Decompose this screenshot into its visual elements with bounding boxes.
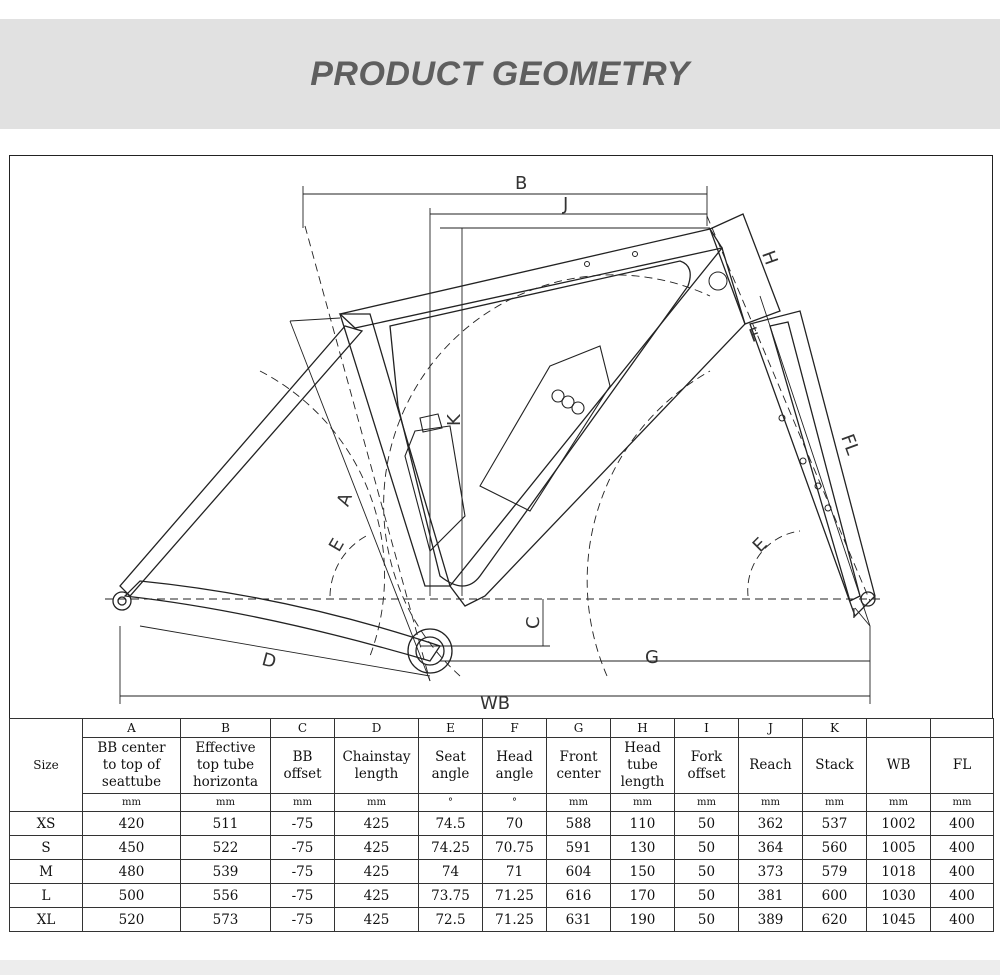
row-value: 450 xyxy=(83,836,181,860)
column-name-line: Seat xyxy=(435,748,466,765)
row-value: 425 xyxy=(335,812,419,836)
page-title: PRODUCT GEOMETRY xyxy=(310,55,690,93)
row-value: 522 xyxy=(181,836,271,860)
column-name-line: center xyxy=(556,765,601,782)
bolts xyxy=(585,252,832,512)
column-unit: mm xyxy=(181,794,271,812)
label-e1: E xyxy=(324,534,349,556)
row-value: 420 xyxy=(83,812,181,836)
column-name xyxy=(611,738,675,794)
column-letter: B xyxy=(181,719,271,738)
row-value: 50 xyxy=(675,836,739,860)
column-letter: J xyxy=(739,719,803,738)
column-name xyxy=(83,738,181,794)
row-size: XL xyxy=(10,908,83,932)
column-unit: ° xyxy=(419,794,483,812)
column-name-line: Stack xyxy=(815,757,854,773)
column-name-line: Front xyxy=(559,748,598,765)
column-unit: mm xyxy=(803,794,867,812)
column-name-line: horizonta xyxy=(192,774,258,790)
column-name-line: seattube xyxy=(101,774,162,790)
column-name-line: BB xyxy=(292,748,313,765)
column-name-line: Head xyxy=(496,748,533,765)
column-letter: K xyxy=(803,719,867,738)
row-value: 591 xyxy=(547,836,611,860)
geometry-diagram xyxy=(9,155,993,719)
column-unit: mm xyxy=(271,794,335,812)
label-g: G xyxy=(645,647,659,668)
row-value: 73.75 xyxy=(419,884,483,908)
row-value: 579 xyxy=(803,860,867,884)
footer-band xyxy=(0,960,1000,975)
row-value: 520 xyxy=(83,908,181,932)
column-letter: H xyxy=(611,719,675,738)
row-value: 50 xyxy=(675,908,739,932)
column-letter: C xyxy=(271,719,335,738)
column-unit: mm xyxy=(675,794,739,812)
column-name xyxy=(803,738,867,794)
column-letter xyxy=(931,719,994,738)
column-unit: mm xyxy=(611,794,675,812)
column-name-line: Effective xyxy=(195,740,256,756)
row-size: M xyxy=(10,860,83,884)
row-value: 50 xyxy=(675,812,739,836)
row-value: 150 xyxy=(611,860,675,884)
row-value: 400 xyxy=(931,908,994,932)
column-name-line: Head xyxy=(624,740,661,756)
row-value: 389 xyxy=(739,908,803,932)
row-value: 573 xyxy=(181,908,271,932)
column-unit: mm xyxy=(335,794,419,812)
size-header: Size xyxy=(10,719,83,812)
column-letter: I xyxy=(675,719,739,738)
row-value: 425 xyxy=(335,908,419,932)
row-value: 1030 xyxy=(867,884,931,908)
row-value: 71.25 xyxy=(483,884,547,908)
column-name xyxy=(483,738,547,794)
row-value: -75 xyxy=(271,836,335,860)
column-letter: E xyxy=(419,719,483,738)
table-row xyxy=(10,884,994,908)
label-wb: WB xyxy=(480,693,511,714)
column-name xyxy=(739,738,803,794)
row-value: 480 xyxy=(83,860,181,884)
row-value: -75 xyxy=(271,812,335,836)
column-name-line: FL xyxy=(952,757,972,773)
row-value: 70 xyxy=(483,812,547,836)
column-name-line: BB center xyxy=(97,740,166,756)
row-value: 1005 xyxy=(867,836,931,860)
table-row xyxy=(10,860,994,884)
row-value: 631 xyxy=(547,908,611,932)
table-row xyxy=(10,836,994,860)
column-name xyxy=(867,738,931,794)
row-value: 616 xyxy=(547,884,611,908)
row-value: 70.75 xyxy=(483,836,547,860)
column-name xyxy=(335,738,419,794)
column-name-line: angle xyxy=(431,765,470,782)
row-value: 400 xyxy=(931,860,994,884)
row-value: 381 xyxy=(739,884,803,908)
frame-tubes xyxy=(113,214,875,673)
column-letter: A xyxy=(83,719,181,738)
row-value: 588 xyxy=(547,812,611,836)
column-name xyxy=(271,738,335,794)
label-d: D xyxy=(259,649,279,673)
column-name xyxy=(181,738,271,794)
row-size: XS xyxy=(10,812,83,836)
label-h: H xyxy=(757,247,782,268)
row-value: 74.25 xyxy=(419,836,483,860)
row-value: 600 xyxy=(803,884,867,908)
column-letter: G xyxy=(547,719,611,738)
row-value: 425 xyxy=(335,836,419,860)
label-e2: E xyxy=(748,533,772,557)
row-value: 74 xyxy=(419,860,483,884)
row-value: 364 xyxy=(739,836,803,860)
frame-drawing xyxy=(10,156,992,719)
column-name-line: top tube xyxy=(196,757,255,773)
label-k: K xyxy=(444,414,465,426)
row-value: 71 xyxy=(483,860,547,884)
row-value: 604 xyxy=(547,860,611,884)
row-value: 400 xyxy=(931,812,994,836)
table-row xyxy=(10,908,994,932)
label-c: C xyxy=(523,616,544,629)
label-a: A xyxy=(332,490,357,510)
column-name-line: angle xyxy=(495,765,534,782)
column-unit: mm xyxy=(931,794,994,812)
row-value: -75 xyxy=(271,860,335,884)
construction-lines xyxy=(105,216,880,681)
row-value: 425 xyxy=(335,884,419,908)
label-fl: FL xyxy=(836,431,864,458)
label-f: F xyxy=(746,323,764,348)
column-name xyxy=(931,738,994,794)
row-value: 110 xyxy=(611,812,675,836)
column-letter: D xyxy=(335,719,419,738)
column-unit: mm xyxy=(739,794,803,812)
row-value: 50 xyxy=(675,860,739,884)
row-value: 620 xyxy=(803,908,867,932)
row-value: 425 xyxy=(335,860,419,884)
row-value: -75 xyxy=(271,908,335,932)
row-value: 556 xyxy=(181,884,271,908)
row-value: 400 xyxy=(931,884,994,908)
row-value: 560 xyxy=(803,836,867,860)
row-value: 511 xyxy=(181,812,271,836)
row-value: 74.5 xyxy=(419,812,483,836)
column-letter xyxy=(867,719,931,738)
row-value: 1018 xyxy=(867,860,931,884)
column-name xyxy=(547,738,611,794)
row-value: 71.25 xyxy=(483,908,547,932)
column-unit: mm xyxy=(547,794,611,812)
dimension-lines xyxy=(120,186,870,704)
label-i: I xyxy=(852,607,856,622)
row-value: 50 xyxy=(675,884,739,908)
row-value: 1045 xyxy=(867,908,931,932)
row-size: S xyxy=(10,836,83,860)
column-name-line: Chainstay xyxy=(342,748,411,765)
geometry-table xyxy=(9,718,994,932)
column-name-line: tube xyxy=(627,757,658,773)
column-name xyxy=(675,738,739,794)
row-value: 537 xyxy=(803,812,867,836)
column-unit: mm xyxy=(867,794,931,812)
row-value: 170 xyxy=(611,884,675,908)
row-value: 400 xyxy=(931,836,994,860)
row-value: 1002 xyxy=(867,812,931,836)
label-b: B xyxy=(515,173,528,194)
row-value: 373 xyxy=(739,860,803,884)
dimension-letters xyxy=(260,173,863,714)
row-value: 130 xyxy=(611,836,675,860)
label-j: J xyxy=(563,194,569,215)
row-value: 190 xyxy=(611,908,675,932)
column-unit: mm xyxy=(83,794,181,812)
water-bottles xyxy=(405,346,610,551)
row-value: 500 xyxy=(83,884,181,908)
column-name xyxy=(419,738,483,794)
column-name-line: length xyxy=(620,774,665,790)
row-size: L xyxy=(10,884,83,908)
column-name-line: Reach xyxy=(749,757,792,773)
column-name-line: offset xyxy=(283,765,322,782)
row-value: 362 xyxy=(739,812,803,836)
column-name-line: to top of xyxy=(102,757,161,773)
table-row xyxy=(10,812,994,836)
row-value: -75 xyxy=(271,884,335,908)
column-name-line: Fork xyxy=(690,748,723,765)
row-value: 72.5 xyxy=(419,908,483,932)
column-name-line: WB xyxy=(886,757,911,773)
column-letter: F xyxy=(483,719,547,738)
column-name-line: length xyxy=(354,765,399,782)
column-unit: ° xyxy=(483,794,547,812)
row-value: 539 xyxy=(181,860,271,884)
column-name-line: offset xyxy=(687,765,726,782)
